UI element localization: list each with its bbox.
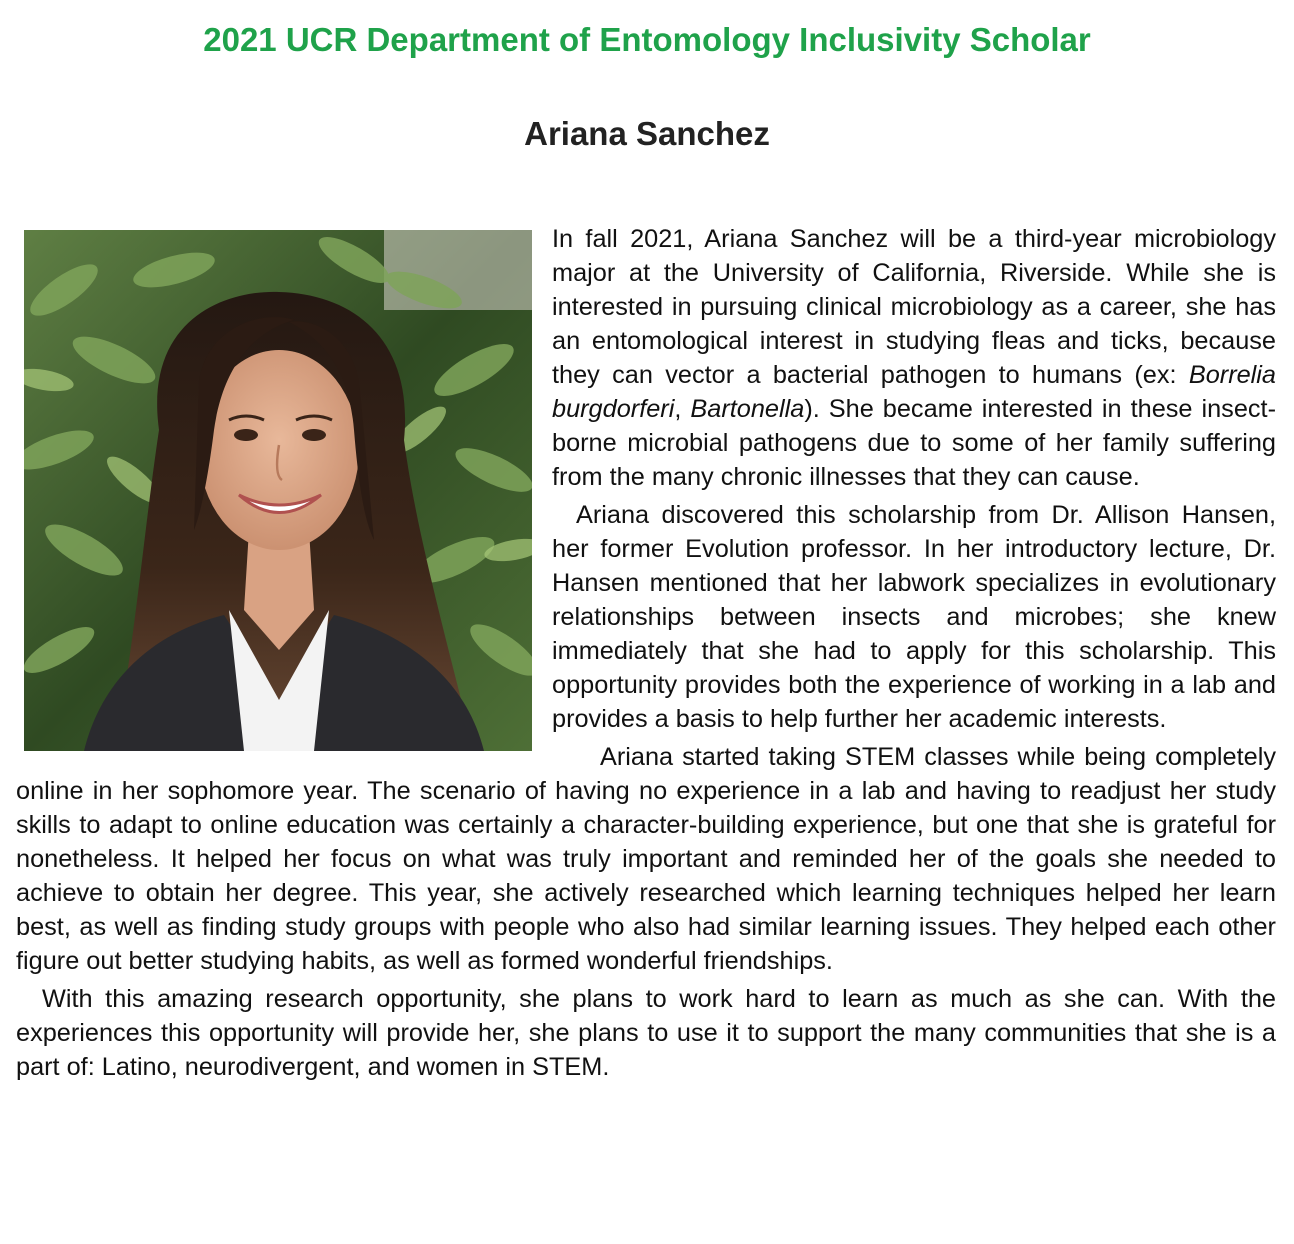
paragraph-1-separator: ,	[674, 395, 691, 423]
article-body	[16, 222, 1276, 1084]
portrait-photo	[24, 230, 532, 751]
paragraph-1-text-a: In fall 2021, Ariana Sanchez will be a third-year microbiology major at the University of California, Riverside. While she is interested in pursuing clinical microbiology as a career, she has an entomological interest in studying fleas and ticks, because they can vector a bacterial pathogen to humans (ex:	[552, 225, 1276, 389]
species-name-bartonella: Bartonella	[690, 395, 805, 423]
paragraph-1-text-b: ). She became interested in these insect-borne microbial pathogens due to some of her family suffering from the many chronic illnesses that they can cause.	[552, 395, 1276, 491]
paragraph-3: Ariana started taking STEM classes while being completely online in her sophomore year. The scenario of having no experience in a lab and having to readjust her study skills to adapt to online education was certainly a character-building experience, but one that she is grateful for nonetheless. It helped her focus on what was truly important and reminded her of the goals she needed to achieve to obtain her degree. This year, she actively researched which learning techniques helped her learn best, as well as finding study groups with people who also had similar learning issues. They helped each other figure out better studying habits, as well as formed wonderful friendships.	[16, 743, 1276, 975]
portrait-image	[24, 230, 532, 751]
paragraph-2: Ariana discovered this scholarship from Dr. Allison Hansen, her former Evolution professor. In her introductory lecture, Dr. Hansen mentioned that her labwork specializes in evolutionary relationships between insects and microbes; she knew immediately that she had to apply for this scholarship. This opportunity provides both the experience of working in a lab and provides a basis to help further her academic interests.	[552, 501, 1276, 733]
page-title: 2021 UCR Department of Entomology Inclusivity Scholar	[203, 21, 1091, 58]
species-name-borrelia: Borrelia burgdorferi	[552, 361, 1276, 423]
scholar-name: Ariana Sanchez	[524, 115, 770, 152]
paragraph-4: With this amazing research opportunity, she plans to work hard to learn as much as she can. With the experiences this opportunity will provide her, she plans to use it to support the many communities that she is a part of: Latino, neurodivergent, and women in STEM.	[16, 985, 1276, 1081]
